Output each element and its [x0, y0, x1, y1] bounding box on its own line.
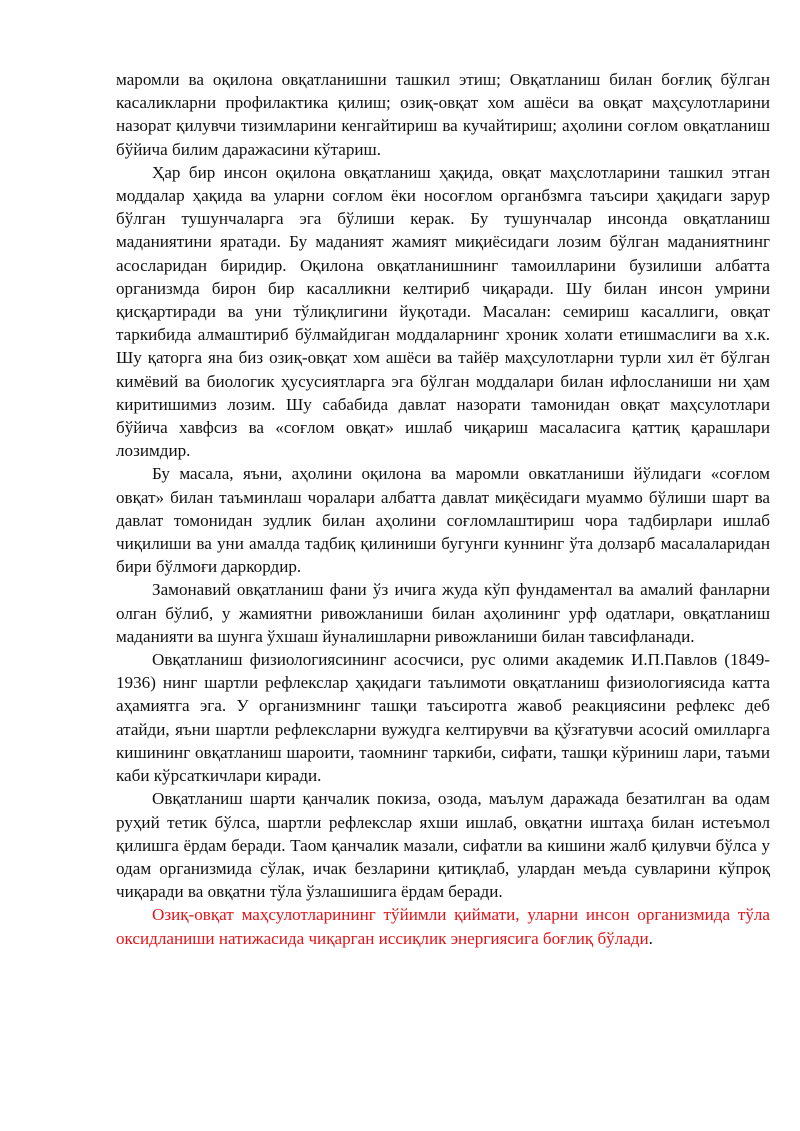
paragraph-5: Овқатланиш физиологиясининг асосчиси, рус олими академик И.П.Павлов (1849-1936) нинг шартли рефлекслар ҳақидаги таълимоти овқатланиш физиологиясида катта аҳамиятга эга. У организмнинг ташқи таъсиротга жавоб реакциясини рефлекс деб атайди, яъни шартли рефлексларни вужудга келтирувчи ва қўзғатувчи асосий омилларга кишининг овқатланиш шароити, таомнинг таркиби, сифати, ташқи кўриниш лари, таъми каби кўрсаткичлари киради. [116, 650, 770, 786]
paragraph-6: Овқатланиш шарти қанчалик покиза, озода, маълум даражада безатилган ва одам руҳий тетик бўлса, шартли рефлекслар яхши ишлаб, овқатни иштаҳа билан истеъмол қилишга ёрдам беради. Таом қанчалик мазали, сифатли ва кишини жалб қилувчи бўлса у одам организмида сўлак, ичак безларини қитиқлаб, улардан меъда сувларини кўпроқ чиқаради ва овқатни тўла ўзлашишига ёрдам беради. [116, 789, 770, 902]
paragraph-4: Замонавий овқатланиш фани ўз ичига жуда кўп фундаментал ва амалий фанларни олган бўлиб, у жамиятни ривожланиши билан аҳолининг урф одатлари, овқатланиш маданияти ва шунга ўхшаш йуналишларни ривожланиши билан тавсифланади. [116, 580, 770, 646]
paragraph-3: Бу масала, яъни, аҳолини оқилона ва маромли овкатланиши йўлидаги «соғлом овқат» билан таъминлаш чоралари албатта давлат миқёсидаги муаммо бўлиши шарт ва давлат томонидан зудлик билан аҳолини соғломлаштириш чора тадбирлари ишлаб чиқилиши ва уни амалда тадбиқ қилиниши бугунги куннинг ўта долзарб масалаларидан бири бўлмоғи даркордир. [116, 464, 770, 577]
paragraph-2: Ҳар бир инсон оқилона овқатланиш ҳақида, овқат маҳслотларини ташкил этган моддалар ҳақида ва уларни соғлом ёки носоғлом органбзмга таъсири ҳақидаги зарур бўлган тушунчаларга эга бўлиши керак. Бу тушунчалар инсонда овқатланиш маданиятини яратади. Бу маданият жамият миқиёсидаги лозим бўлган маданиятнинг асосларидан биридир. Оқилона овқатланишнинг тамоилларини бузилиши албатта организмда бирон бир касалликни келтириб чиқаради. Шу билан инсон умрини қисқартиради ва уни тўлиқлигини йуқотади. Масалан: семириш касаллиги, овқат таркибида алмаштириб бўлмайдиган моддаларнинг хроник холати етишмаслиги ва х.к. Шу қаторга яна биз озиқ-овқат хом ашёси ва тайёр маҳсулотларни турли хил ёт бўлган кимёвий ва биологик ҳусусиятларга эга бўлган моддалари билан ифлосланиши ни ҳам киритишимиз лозим. Шу сабабида давлат назорати тамонидан овқат маҳсулотлари бўйича хавфсиз ва «соғлом овқат» ишлаб чиқариш масаласига қаттиқ қарашлари лозимдир. [116, 162, 770, 461]
highlighted-paragraph [116, 903, 770, 949]
paragraph-1: маромли ва оқилона овқатланишни ташкил этиш; Овқатланиш билан боғлиқ бўлган касаликларни профилактика қилиш; озиқ-овқат хом ашёси ва овқат маҳсулотларини назорат қилувчи тизимларини кенгайтириш ва кучайтириш; аҳолини соғлом овқатланиш бўйича билим даражасини кўтариш. [116, 70, 770, 159]
trailing-period: . [648, 928, 653, 948]
document-page [116, 68, 770, 950]
highlighted-text: Озиқ-овқат маҳсулотларининг тўйимли қиймати, уларни инсон организмида тўла оксидланиши натижасида чиқарган иссиқлик энергиясига боғлиқ бўлади [116, 905, 770, 948]
